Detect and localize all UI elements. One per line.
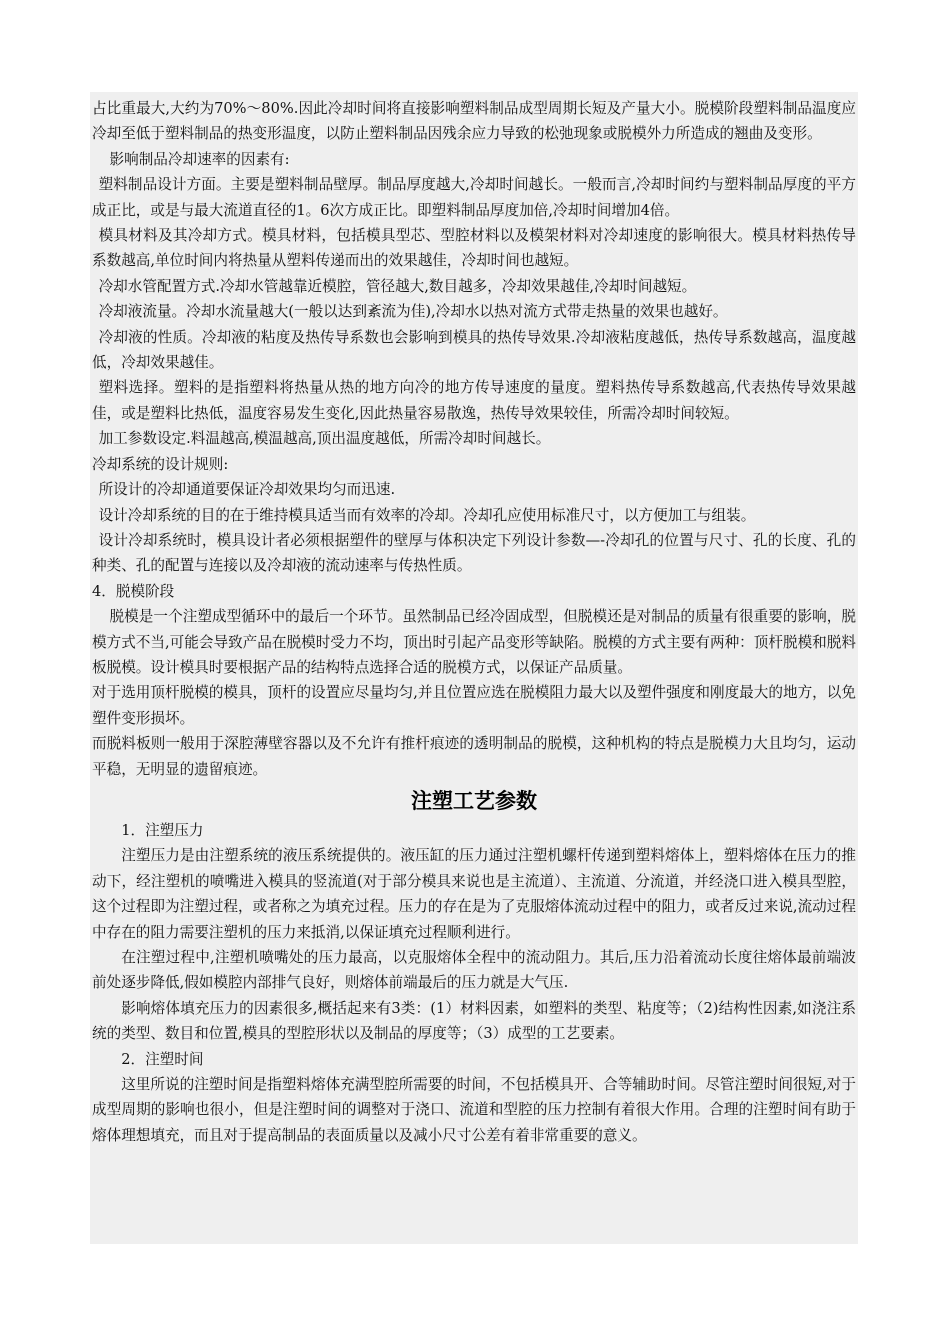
paragraph: 而脱料板则一般用于深腔薄壁容器以及不允许有推杆痕迹的透明制品的脱模，这种机构的特点是脱模力大且均匀，运动平稳，无明显的遗留痕迹。 xyxy=(92,735,856,778)
section-heading: 1．注塑压力 xyxy=(121,821,204,839)
paragraph: 设计冷却系统时，模具设计者必须根据塑件的壁厚与体积决定下列设计参数—-冷却孔的位置与尺寸、孔的长度、孔的种类、孔的配置与连接以及冷却液的流动速率与传热性质。 xyxy=(92,531,856,575)
paragraph: 塑料选择。塑料的是指塑料将热量从热的地方向冷的地方传导速度的量度。塑料热传导系数越高,代表热传导效果越佳，或是塑料比热低，温度容易发生变化,因此热量容易散逸，热传导效果较佳，所需冷却时间较短。 xyxy=(92,379,856,422)
section-heading: 2．注塑时间 xyxy=(121,1050,204,1068)
paragraph: 冷却液的性质。冷却液的粘度及热传导系数也会影响到模具的热传导效果.冷却液粘度越低，热传导系数越高，温度越低，冷却效果越佳。 xyxy=(92,328,856,372)
paragraph: 在注塑过程中,注塑机喷嘴处的压力最高，以克服熔体全程中的流动阻力。其后,压力沿着流动长度往熔体最前端波前处逐步降低,假如模腔内部排气良好，则熔体前端最后的压力就是大气压. xyxy=(92,949,856,992)
section-heading: 4．脱模阶段 xyxy=(92,582,175,600)
paragraph: 占比重最大,大约为70%～80%.因此冷却时间将直接影响塑料制品成型周期长短及产量大小。脱模阶段塑料制品温度应冷却至低于塑料制品的热变形温度，以防止塑料制品因残余应力导致的松弛现象或脱模外力所造成的翘曲及变形。 xyxy=(92,100,856,143)
paragraph: 注塑压力是由注塑系统的液压系统提供的。液压缸的压力通过注塑机螺杆传递到塑料熔体上，塑料熔体在压力的推动下，经注塑机的喷嘴进入模具的竖流道(对于部分模具来说也是主流道）、主流道、分流道，并经浇口进入模具型腔，这个过程即为注塑过程，或者称之为填充过程。压力的存在是为了克服熔体流动过程中的阻力，或者反过来说,流动过程中存在的阻力需要注塑机的压力来抵消,以保证填充过程顺利进行。 xyxy=(92,847,856,941)
paragraph: 对于选用顶杆脱模的模具，顶杆的设置应尽量均匀,并且位置应选在脱模阻力最大以及塑件强度和刚度最大的地方，以免塑件变形损坏。 xyxy=(92,684,856,727)
page-title: 注塑工艺参数 xyxy=(411,788,537,813)
paragraph: 塑料制品设计方面。主要是塑料制品壁厚。制品厚度越大,冷却时间越长。一般而言,冷却时间约与塑料制品厚度的平方成正比，或是与最大流道直径的1。6次方成正比。即塑料制品厚度加倍,冷却时间增加4倍。 xyxy=(92,176,856,219)
document-body xyxy=(90,92,858,1244)
paragraph: 所设计的冷却通道要保证冷却效果均匀而迅速. xyxy=(98,481,396,499)
paragraph: 设计冷却系统的目的在于维持模具适当而有效率的冷却。冷却孔应使用标准尺寸，以方便加工与组装。 xyxy=(98,506,756,524)
paragraph: 冷却系统的设计规则: xyxy=(92,455,229,473)
paragraph: 影响熔体填充压力的因素很多,概括起来有3类：(1）材料因素，如塑料的类型、粘度等；（2)结构性因素,如浇注系统的类型、数目和位置,模具的型腔形状以及制品的厚度等；（3）成型的工艺要素。 xyxy=(92,999,856,1043)
paragraph: 冷却水管配置方式.冷却水管越靠近模腔，管径越大,数目越多，冷却效果越佳,冷却时间越短。 xyxy=(98,277,697,295)
paragraph: 加工参数设定.料温越高,模温越高,顶出温度越低，所需冷却时间越长。 xyxy=(98,430,551,448)
paragraph: 这里所说的注塑时间是指塑料熔体充满型腔所需要的时间，不包括模具开、合等辅助时间。尽管注塑时间很短,对于成型周期的影响也很小，但是注塑时间的调整对于浇口、流道和型腔的压力控制有着很大作用。合理的注塑时间有助于熔体理想填充，而且对于提高制品的表面质量以及减小尺寸公差有着非常重要的意义。 xyxy=(92,1076,856,1144)
paragraph: 冷却液流量。冷却水流量越大(一般以达到紊流为佳),冷却水以热对流方式带走热量的效果也越好。 xyxy=(98,303,728,321)
paragraph: 脱模是一个注塑成型循环中的最后一个环节。虽然制品已经冷固成型，但脱模还是对制品的质量有很重要的影响，脱模方式不当,可能会导致产品在脱模时受力不均，顶出时引起产品变形等缺陷。脱模的方式主要有两种：顶杆脱模和脱料板脱模。设计模具时要根据产品的结构特点选择合适的脱模方式，以保证产品质量。 xyxy=(92,608,856,676)
paragraph: 模具材料及其冷却方式。模具材料，包括模具型芯、型腔材料以及模架材料对冷却速度的影响很大。模具材料热传导系数越高,单位时间内将热量从塑料传递而出的效果越佳，冷却时间也越短。 xyxy=(92,227,856,270)
paragraph: 影响制品冷却速率的因素有: xyxy=(109,150,290,168)
